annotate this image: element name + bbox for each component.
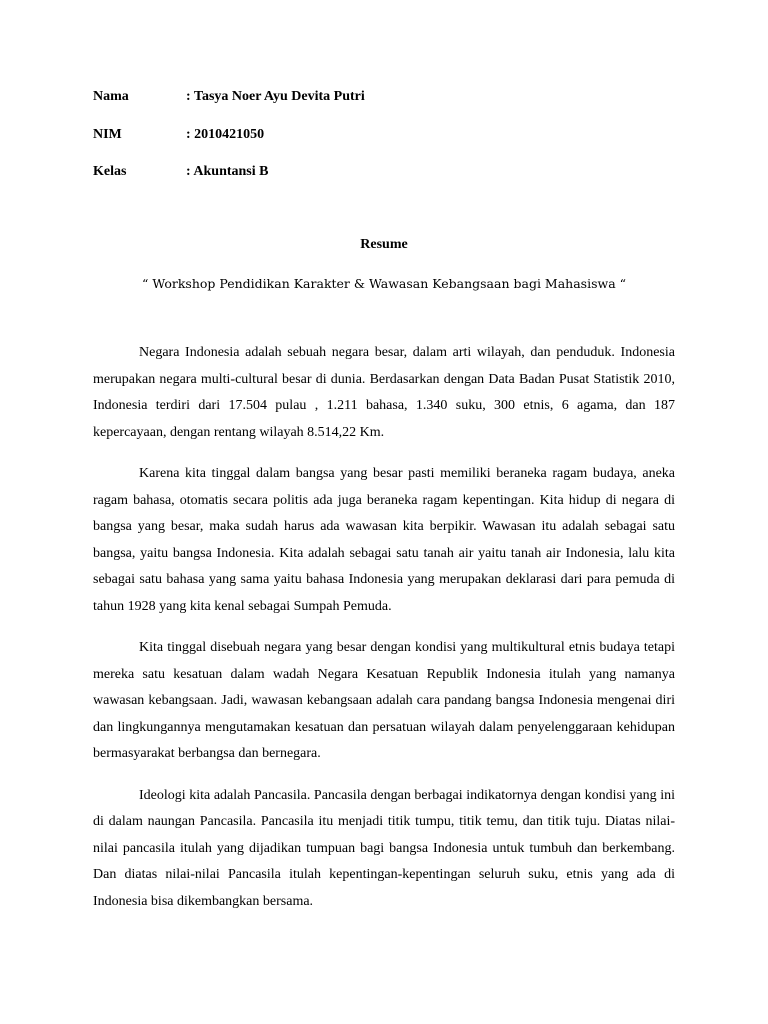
paragraph-3: Kita tinggal disebuah negara yang besar dengan kondisi yang multikultural etnis budaya tetapi mereka satu kesatuan dalam wadah Negara Kesatuan Republik Indonesia itulah yang namanya wawasan kebangsaan. Jadi, wawasan kebangsaan adalah cara pandang bangsa Indonesia mengenai diri dan lingkungannya mengutamakan kesatuan dan persatuan wilayah dalam penyelenggaraan kehidupan bermasyarakat berbangsa dan bernegara. [93,640,675,761]
student-id-value: : 2010421050 [186,126,265,142]
paragraph-4: Ideologi kita adalah Pancasila. Pancasila dengan berbagai indikatornya dengan kondisi yang ini di dalam naungan Pancasila. Pancasila itu menjadi titik tumpu, titik temu, dan titik tuju. Diatas nilai-nilai pancasila itulah yang dijadikan tumpuan bagi bangsa Indonesia untuk tumbuh dan berkembang. Dan diatas nilai-nilai Pancasila itulah kepentingan-kepentingan seluruh suku, etnis yang ada di Indonesia bisa dikembangkan bersama. [93,787,675,909]
student-name-row [93,88,593,126]
student-info [93,88,593,201]
student-class-value: : Akuntansi B [186,164,269,179]
student-name-label: Nama [93,89,129,104]
student-id-row [93,126,593,164]
paragraph-2: Karena kita tinggal dalam bangsa yang besar pasti memiliki beraneka ragam budaya, aneka ragam bahasa, otomatis secara politis ada juga beraneka ragam kepentingan. Kita hidup di negara di bangsa yang besar, maka sudah harus ada wawasan kita berpikir. Wawasan itu adalah sebagai satu bangsa, yaitu bangsa Indonesia. Kita adalah sebagai satu tanah air yaitu tanah air Indonesia, lalu kita sebagai satu bahasa yang sama yaitu bahasa Indonesia yang merupakan deklarasi dari para pemuda di tahun 1928 yang kita kenal sebagai Sumpah Pemuda. [93,466,675,614]
student-class-row [93,163,593,201]
document-subtitle: “ Workshop Pendidikan Karakter & Wawasan Kebangsaan bagi Mahasiswa “ [141,276,627,291]
student-id-label: NIM [93,126,122,142]
student-name-value: : Tasya Noer Ayu Devita Putri [186,89,365,104]
document-body [93,340,675,930]
student-class-label: Kelas [93,164,127,179]
document-heading: Resume [360,237,408,252]
paragraph-1: Negara Indonesia adalah sebuah negara besar, dalam arti wilayah, dan penduduk. Indonesia merupakan negara multi-cultural besar di dunia. Berdasarkan dengan Data Badan Pusat Statistik 2010, Indonesia terdiri dari 17.504 pulau , 1.211 bahasa, 1.340 suku, 300 etnis, 6 agama, dan 187 kepercayaan, dengan rentang wilayah 8.514,22 Km. [93,345,675,440]
